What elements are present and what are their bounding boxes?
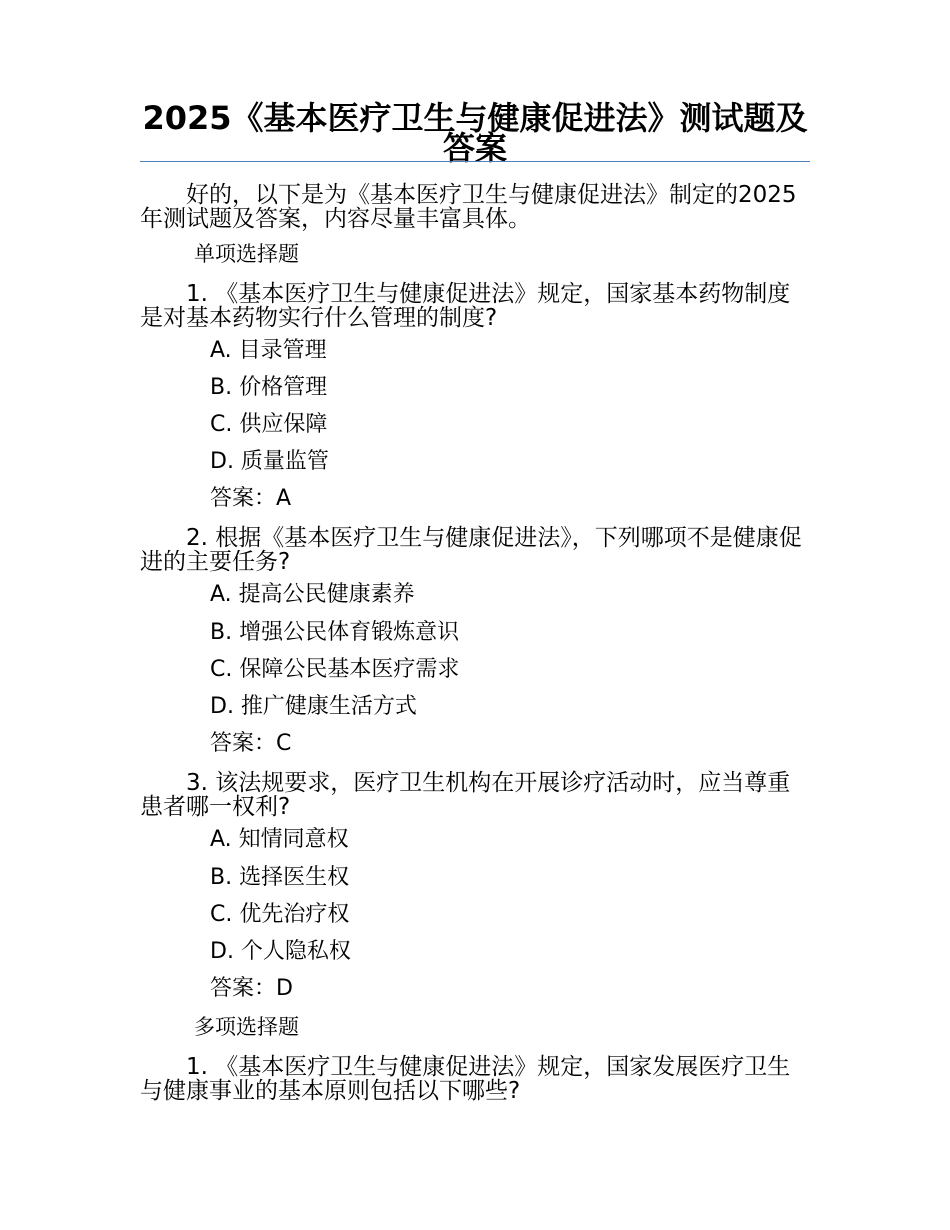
question-text: 2. 根据《基本医疗卫生与健康促进法》，下列哪项不是健康促进的主要任务?: [140, 525, 802, 575]
question-text: 1. 《基本医疗卫生与健康促进法》规定，国家发展医疗卫生与健康事业的基本原则包括以下哪些?: [140, 1054, 791, 1104]
question-text: 3. 该法规要求，医疗卫生机构在开展诊疗活动时，应当尊重患者哪一权利?: [140, 770, 791, 820]
option-b: B. 价格管理: [210, 375, 328, 400]
single-choice-heading: 单项选择题: [194, 242, 299, 266]
answer-text: 答案：C: [210, 731, 292, 756]
option-a: A. 提高公民健康素养: [210, 582, 415, 607]
option-b: B. 选择医生权: [210, 865, 350, 890]
option-b: B. 增强公民体育锻炼意识: [210, 620, 460, 645]
option-c: C. 优先治疗权: [210, 902, 350, 927]
option-a: A. 知情同意权: [210, 827, 349, 852]
option-d: D. 质量监管: [210, 449, 329, 474]
multiple-choice-heading: 多项选择题: [194, 1015, 299, 1039]
title-divider: [140, 161, 810, 162]
question-text: 1. 《基本医疗卫生与健康促进法》规定，国家基本药物制度是对基本药物实行什么管理的制度?: [140, 281, 791, 331]
option-c: C. 保障公民基本医疗需求: [210, 657, 460, 682]
answer-text: 答案：D: [210, 976, 293, 1001]
answer-text: 答案：A: [210, 486, 292, 511]
option-c: C. 供应保障: [210, 412, 328, 437]
option-d: D. 推广健康生活方式: [210, 694, 417, 719]
intro-paragraph: 好的，以下是为《基本医疗卫生与健康促进法》制定的2025 年测试题及答案，内容尽量丰富具体。: [140, 182, 797, 232]
page-title: 2025《基本医疗卫生与健康促进法》测试题及答案: [142, 99, 808, 167]
option-d: D. 个人隐私权: [210, 939, 351, 964]
option-a: A. 目录管理: [210, 338, 327, 363]
